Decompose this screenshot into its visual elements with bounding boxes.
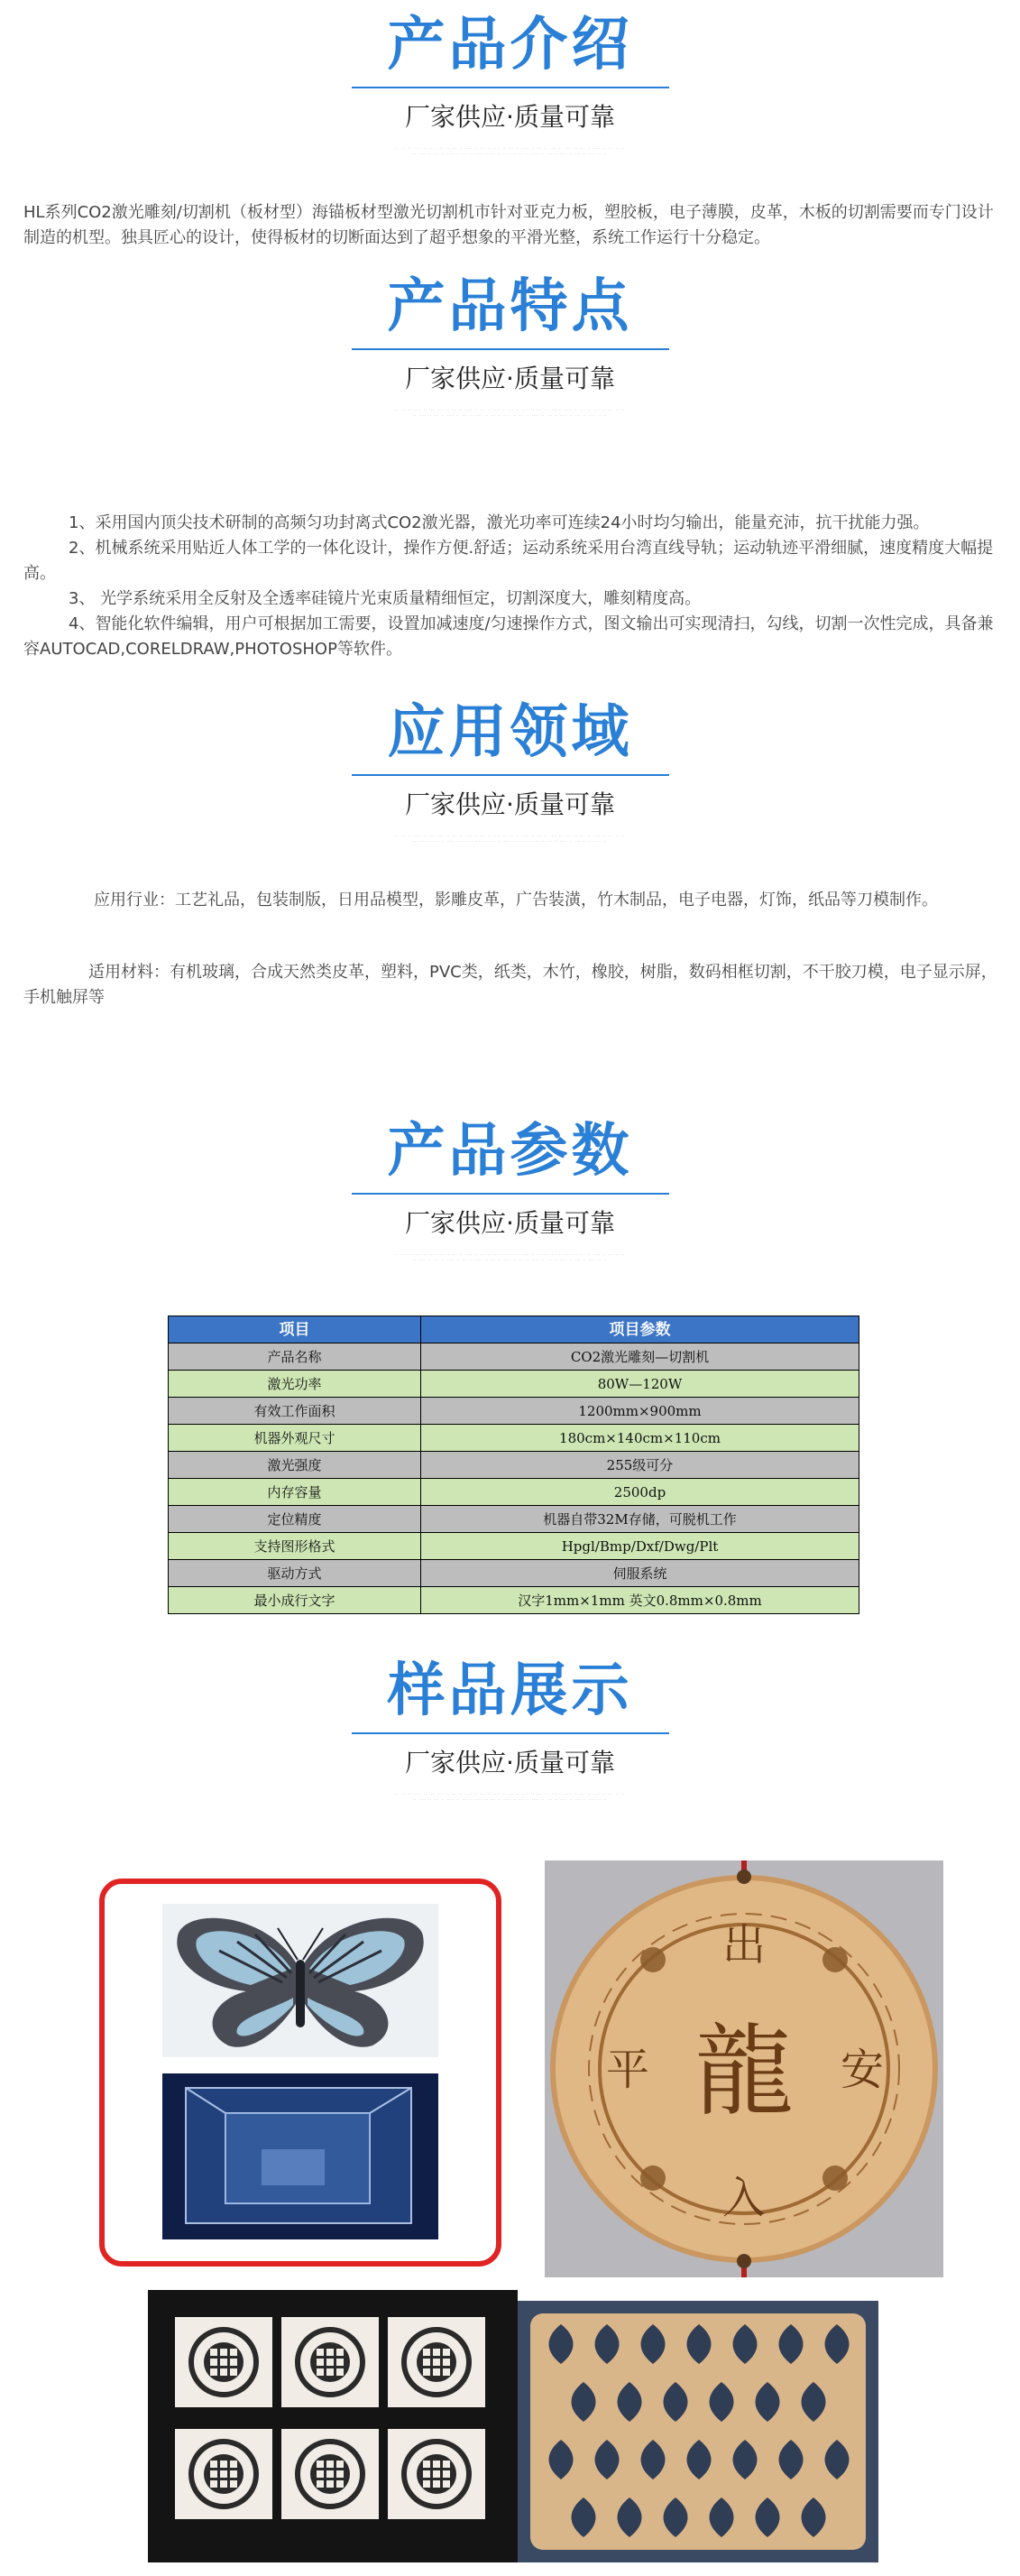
- spec-name: 机器外观尺寸: [169, 1425, 421, 1452]
- wood-plaque-illustration: [545, 1860, 943, 2277]
- section-subtitle: 厂家供应·质量可靠: [405, 1748, 615, 1777]
- spec-value: 2500dp: [421, 1479, 859, 1506]
- spec-name: 内存容量: [169, 1479, 421, 1506]
- section-features-header: [0, 271, 1020, 419]
- header-item: 项目: [169, 1316, 421, 1343]
- tile: [388, 2317, 485, 2407]
- sample-photo-butterfly: [99, 1879, 501, 2267]
- header-value: 项目参数: [421, 1316, 859, 1343]
- applications-materials: [23, 960, 997, 1011]
- sample-photo-leaf-lattice: [518, 2301, 878, 2562]
- spec-value: CO2激光雕刻—切割机: [421, 1343, 859, 1371]
- table-row: [169, 1343, 859, 1371]
- feature-item: 3、 光学系统采用全反射及全透率硅镜片光束质量精细恒定，切割深度大，雕刻精度高。: [69, 589, 702, 608]
- feature-item: 1、采用国内顶尖技术研制的高频匀功封离式CO2激光器，激光功率可连续24小时均匀输出，能量充沛，抗干扰能力强。: [69, 513, 930, 532]
- section-intro-header: [0, 9, 1020, 157]
- section-applications-header: [0, 697, 1020, 845]
- spec-value: 汉字1mm×1mm 英文0.8mm×0.8mm: [421, 1587, 859, 1614]
- spec-value: 180cm×140cm×110cm: [421, 1425, 859, 1452]
- spec-name: 产品名称: [169, 1343, 421, 1371]
- section-params-header: [0, 1115, 1020, 1263]
- tile: [388, 2429, 485, 2519]
- features-list: [23, 511, 997, 662]
- spec-value: 1200mm×900mm: [421, 1398, 859, 1425]
- intro-paragraph: [23, 200, 997, 251]
- section-title: 应用领域: [387, 699, 633, 766]
- decorative-fine-print: ·· ··· ·· ···· ·· ··· ···· ·· ··· ·· ···· ·· ··· ·· ···· ·· ··· ·· ···· ·· ··· ·· ···· ·· ···· ·· ··· ·· ···· ·· ··· ·· ·· ·· ···· ·· ··· ·· ···· ·· ··· ·· ···· ·· ··· ·· ···· ·· ··· ·· ···· ·· ··· ·· ···· ·· ··· ·· ···· ·· ··: [395, 1252, 625, 1263]
- materials-text: 适用材料：有机玻璃，合成天然类皮革，塑料，PVC类，纸类，木竹，橡胶，树脂，数码相框切割，不干胶刀模，电子显示屏，手机触屏等: [23, 963, 997, 1007]
- table-row: [169, 1479, 859, 1506]
- title-underline: [352, 348, 669, 350]
- spec-name: 支持图形格式: [169, 1533, 421, 1560]
- spec-value: 255级可分: [421, 1452, 859, 1479]
- section-title: 产品参数: [387, 1118, 633, 1185]
- decorative-fine-print: ·· ··· ·· ···· ·· ··· ···· ·· ··· ·· ···· ·· ··· ·· ···· ·· ··· ·· ···· ·· ··· ·· ···· ·· ···· ·· ··· ·· ···· ·· ··· ·· ·· ·· ···· ·· ··· ·· ···· ·· ··· ·· ···· ·· ··· ·· ···· ·· ··· ·· ···· ·· ··· ·· ···· ·· ··· ·· ···· ·· ··: [395, 146, 625, 157]
- spec-name: 有效工作面积: [169, 1398, 421, 1425]
- intro-text: HL系列CO2激光雕刻/切割机（板材型）海锚板材型激光切割机市针对亚克力板，塑胶板，电子薄膜，皮革，木板的切割需要而专门设计制造的机型。独具匠心的设计，使得板材的切断面达到了超乎想象的平滑光整，系统工作运行十分稳定。: [23, 203, 994, 247]
- spec-name: 定位精度: [169, 1506, 421, 1533]
- sample-photo-grid-tiles: [148, 2290, 518, 2562]
- table-row: [169, 1398, 859, 1425]
- decorative-fine-print: ·· ··· ·· ···· ·· ··· ···· ·· ··· ·· ···· ·· ··· ·· ···· ·· ··· ·· ···· ·· ··· ·· ···· ·· ···· ·· ··· ·· ···· ·· ··· ·· ·· ·· ···· ·· ··· ·· ···· ·· ··· ·· ···· ·· ··· ·· ···· ·· ··· ·· ···· ·· ··· ·· ···· ·· ··· ·· ···· ·· ··: [395, 1792, 625, 1803]
- table-row: [169, 1425, 859, 1452]
- spec-name: 最小成行文字: [169, 1587, 421, 1614]
- plaque-char-right: 安: [840, 2045, 885, 2095]
- section-title: 产品特点: [387, 273, 633, 340]
- decorative-fine-print: ·· ··· ·· ···· ·· ··· ···· ·· ··· ·· ···· ·· ··· ·· ···· ·· ··· ·· ···· ·· ··· ·· ···· ·· ···· ·· ··· ·· ···· ·· ··· ·· ·· ·· ···· ·· ··· ·· ···· ·· ··· ·· ···· ·· ··· ·· ···· ·· ··· ·· ···· ·· ··· ·· ···· ·· ··· ·· ···· ·· ··: [395, 834, 625, 845]
- section-title: 产品介绍: [387, 12, 633, 78]
- spec-value: Hpgl/Bmp/Dxf/Dwg/Plt: [421, 1533, 859, 1560]
- sample-photo-wood-plaque: [545, 1860, 943, 2277]
- table-row: [169, 1587, 859, 1614]
- section-samples-header: [0, 1655, 1020, 1803]
- spec-table-header: [169, 1316, 859, 1343]
- feature-item: 2、机械系统采用贴近人体工学的一体化设计，操作方便.舒适；运动系统采用台湾直线导轨；运动轨迹平滑细腻，速度精度大幅提高。: [23, 539, 994, 583]
- applications-industries: [23, 888, 997, 913]
- tile: [281, 2429, 379, 2519]
- table-row: [169, 1371, 859, 1398]
- decorative-fine-print: ·· ··· ·· ···· ·· ··· ···· ·· ··· ·· ···· ·· ··· ·· ···· ·· ··· ·· ···· ·· ··· ·· ···· ·· ···· ·· ··· ·· ···· ·· ··· ·· ·· ·· ···· ·· ··· ·· ···· ·· ··· ·· ···· ·· ··· ·· ···· ·· ··· ·· ···· ·· ··· ·· ···· ·· ··· ·· ···· ·· ··: [395, 408, 625, 419]
- section-title: 样品展示: [387, 1657, 633, 1724]
- spec-value: 机器自带32M存储，可脱机工作: [421, 1506, 859, 1533]
- industries-text: 应用行业：工艺礼品，包装制版，日用品模型，影雕皮革，广告装潢，竹木制品，电子电器，灯饰，纸品等刀模制作。: [94, 891, 938, 909]
- section-subtitle: 厂家供应·质量可靠: [405, 789, 615, 819]
- spec-table: [168, 1316, 859, 1614]
- section-subtitle: 厂家供应·质量可靠: [405, 364, 615, 393]
- tile: [175, 2429, 272, 2519]
- table-row: [169, 1533, 859, 1560]
- spec-name: 驱动方式: [169, 1560, 421, 1587]
- spec-value: 伺服系统: [421, 1560, 859, 1587]
- tile: [175, 2317, 272, 2407]
- title-underline: [352, 87, 669, 88]
- spec-name: 激光功率: [169, 1371, 421, 1398]
- table-row: [169, 1560, 859, 1587]
- title-underline: [352, 1193, 669, 1195]
- plaque-char-left: 平: [605, 2045, 650, 2095]
- spec-value: 80W—120W: [421, 1371, 859, 1398]
- section-subtitle: 厂家供应·质量可靠: [405, 102, 615, 132]
- plaque-char-top: 出: [721, 1920, 767, 1971]
- grid-tiles-illustration: [148, 2290, 518, 2562]
- plaque-char-center: 龍: [694, 2014, 794, 2129]
- table-row: [169, 1506, 859, 1533]
- butterfly-acrylic-illustration: [99, 1879, 501, 2267]
- title-underline: [352, 774, 669, 776]
- table-row: [169, 1452, 859, 1479]
- plaque-char-bottom: 入: [721, 2173, 767, 2223]
- tile: [281, 2317, 379, 2407]
- spec-name: 激光强度: [169, 1452, 421, 1479]
- leaf-lattice-illustration: [518, 2301, 878, 2562]
- feature-item: 4、智能化软件编辑，用户可根据加工需要，设置加减速度/匀速操作方式，图文输出可实现清扫，勾线，切割一次性完成，具备兼容AUTOCAD,CORELDRAW,PHOTOSHOP等软件。: [23, 614, 994, 659]
- section-subtitle: 厂家供应·质量可靠: [405, 1208, 615, 1238]
- title-underline: [352, 1732, 669, 1734]
